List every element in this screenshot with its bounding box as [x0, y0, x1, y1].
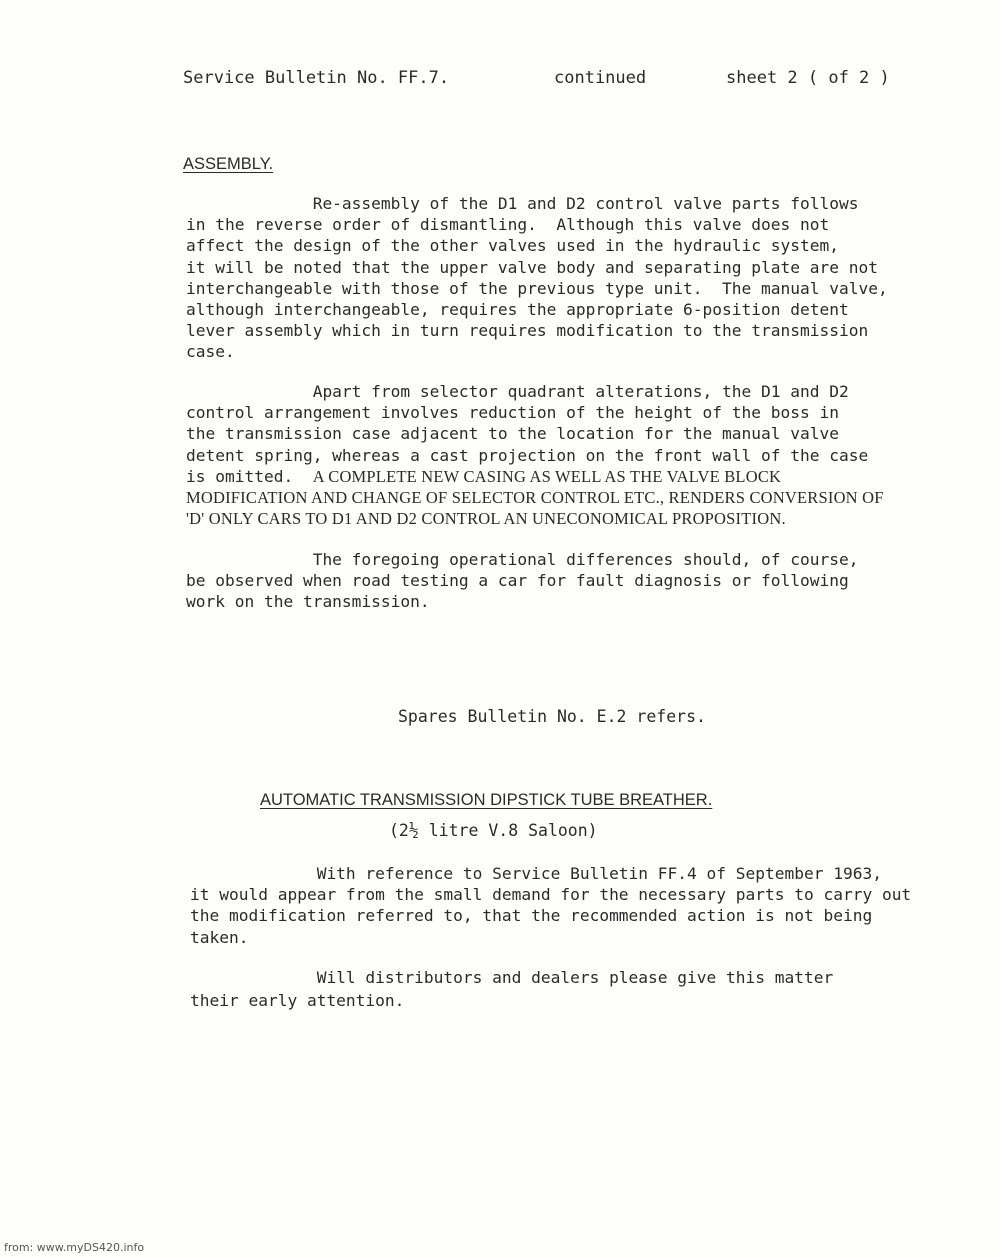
text-line: lever assembly which in turn requires modification to the transmission — [186, 321, 869, 341]
text-line: Apart from selector quadrant alterations, the D1 and D2 — [186, 382, 849, 401]
spares-bulletin-reference: Spares Bulletin No. E.2 refers. — [398, 707, 706, 726]
bulletin-number: Service Bulletin No. FF.7. — [183, 68, 450, 88]
dipstick-paragraph-1 — [190, 863, 911, 948]
text-line: Will distributors and dealers please give this matter — [190, 968, 834, 987]
source-footer: from: www.myDS420.info — [4, 1241, 145, 1254]
dipstick-paragraph-2 — [190, 966, 833, 1012]
text-line: be observed when road testing a car for fault diagnosis or following — [186, 571, 849, 591]
text-line: it will be noted that the upper valve body and separating plate are not — [186, 257, 878, 277]
text-line: case. — [186, 342, 235, 362]
text-line: detent spring, whereas a cast projection on the front wall of the case — [186, 445, 869, 465]
text-line: The foregoing operational differences should, of course, — [186, 550, 859, 569]
dipstick-heading: AUTOMATIC TRANSMISSION DIPSTICK TUBE BREATHER. — [260, 791, 713, 809]
text-line: the modification referred to, that the recommended action is not being — [190, 906, 873, 926]
assembly-paragraph-3 — [186, 549, 858, 613]
text-line: With reference to Service Bulletin FF.4 of September 1963, — [190, 864, 882, 883]
text-line — [186, 466, 884, 487]
text-line: Re-assembly of the D1 and D2 control valve parts follows — [186, 194, 859, 213]
assembly-paragraph-2 — [186, 381, 884, 529]
text-line: work on the transmission. — [186, 592, 430, 612]
caps-text: A COMPLETE NEW CASING AS WELL AS THE VALVE BLOCK — [312, 466, 782, 486]
sheet-number: sheet 2 ( of 2 ) — [726, 68, 890, 88]
dipstick-subheading: (2½ litre V.8 Saloon) — [389, 821, 598, 840]
assembly-heading: ASSEMBLY. — [183, 155, 274, 173]
text-line: taken. — [190, 927, 249, 947]
text-line: affect the design of the other valves used in the hydraulic system, — [186, 236, 839, 256]
assembly-paragraph-1 — [186, 193, 888, 363]
caps-text-line: MODIFICATION AND CHANGE OF SELECTOR CONTROL ETC., RENDERS CONVERSION OF — [186, 488, 884, 508]
text-line: their early attention. — [190, 991, 405, 1010]
text-line: it would appear from the small demand for the necessary parts to carry out — [190, 885, 912, 905]
text-line: interchangeable with those of the previous type unit. The manual valve, — [186, 278, 888, 298]
continued-label: continued — [554, 68, 647, 88]
text-line: although interchangeable, requires the appropriate 6-position detent — [186, 300, 849, 320]
text-line-start: is omitted. — [186, 466, 294, 486]
text-line: in the reverse order of dismantling. Although this valve does not — [186, 215, 830, 235]
caps-text-line: 'D' ONLY CARS TO D1 AND D2 CONTROL AN UNECONOMICAL PROPOSITION. — [186, 509, 786, 529]
text-line: control arrangement involves reduction of the height of the boss in — [186, 403, 839, 423]
text-line: the transmission case adjacent to the location for the manual valve — [186, 424, 839, 444]
